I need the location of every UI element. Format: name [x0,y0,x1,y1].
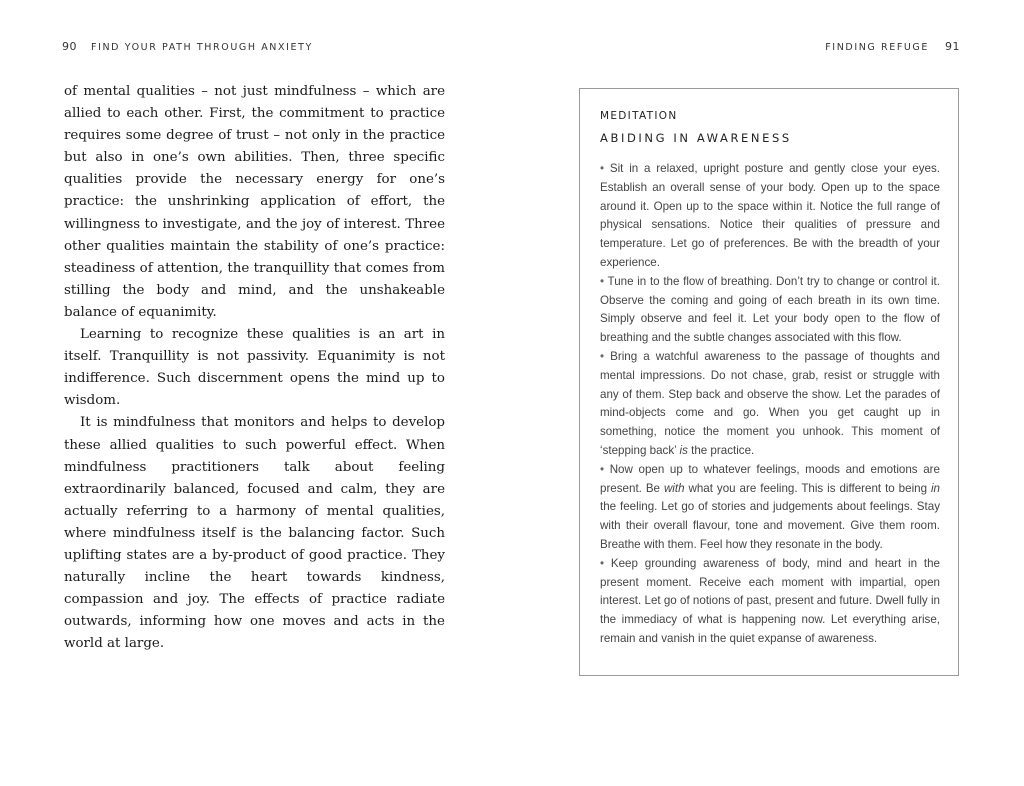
bullet-icon: • [600,462,605,476]
left-body-text [64,81,445,655]
bullet-icon: • [600,162,605,175]
box-kicker: MEDITATION [600,110,678,122]
instruction-item [600,461,940,555]
instruction-emphasis: is [679,443,688,457]
right-page-number: 91 [945,40,960,53]
body-paragraph-3: It is mindfulness that monitors and helps to develop these allied qualities to such powerful effect. When mindfulness practitioners talk about feeling extraordinarily balanced, focused and calm, they are actually referring to a harmony of mental qualities, where mindfulness itself is the balancing factor. Such uplifting states are a by-product of good practice. They naturally incline the heart towards kindness, compassion and joy. The effects of practice radiate outwards, informing how one moves and acts in the world at large. [64,415,445,652]
instruction-item [600,348,940,461]
instruction-text: Keep grounding awareness of body, mind and heart in the present moment. Receive each moment with impartial, open interest. Let go of notions of past, present and future. Dwell fully in the immediacy of what is happening now. Let everything arise, remain and vanish in the quiet expanse of awareness. [600,556,940,645]
instruction-text: what you are feeling. This is different to being [684,481,931,495]
body-paragraph-2: Learning to recognize these qualities is an art in itself. Tranquillity is not passivity. Equanimity is not indifference. Such discernment opens the mind up to wisdom. [64,327,445,409]
instruction-text: Sit in a relaxed, upright posture and gently close your eyes. Establish an overall sense of your body. Open up to the space around it. Open up to the space within it. Notice the full range of physical sensations. Notice their qualities of pressure and temperature. Let go of preferences. Be with the breadth of your experience. [600,162,940,269]
bullet-icon: • [600,349,605,363]
instruction-text: Now open up to whatever feelings, moods and emotions are present. Be [600,462,940,495]
instruction-emphasis: in [930,481,940,495]
instruction-text: Bring a watchful awareness to the passage of thoughts and mental impressions. Do not chase, grab, resist or struggle with any of them. Step back and observe the show. Let the parades of mind-objects come and go. When you get caught up in something, notice the moment you unhook. This moment of ‘stepping back’ [600,349,940,457]
instruction-item [600,273,940,348]
instruction-text: Tune in to the flow of breathing. Don’t try to change or control it. Observe the coming and going of each breath in its own time. Simply observe and feel it. Let your body open to the flow of breathing and the subtle changes associated with this flow. [600,274,940,345]
instruction-item [600,160,940,273]
bullet-icon: • [600,274,605,288]
meditation-box [579,88,959,676]
right-running-head [825,40,960,53]
left-running-head-title: FIND YOUR PATH THROUGH ANXIETY [91,42,313,53]
instruction-emphasis: with [663,481,685,495]
box-title: ABIDING IN AWARENESS [600,131,792,145]
right-running-head-title: FINDING REFUGE [825,42,929,53]
body-paragraph-1: of mental qualities – not just mindfulness – which are allied to each other. First, the commitment to practice requires some degree of trust – not only in the practice but also in one’s own abilities. Then, three specific qualities provide the necessary energy for one’s practice: the unshrinking application of effort, the willingness to investigate, and the joy of interest. Three other qualities maintain the stability of one’s practice: steadiness of attention, the tranquillity that comes from stilling the body and mind, and the unshakeable balance of equanimity. [64,84,445,320]
left-page-number: 90 [62,40,77,53]
instruction-text: the feeling. Let go of stories and judgements about feelings. Stay with their overall flavour, tone and movement. Give them room. Breathe with them. Feel how they resonate in the body. [600,500,940,551]
left-running-head [62,40,313,53]
instruction-item [600,555,940,649]
bullet-icon: • [600,556,605,570]
right-page [512,0,1024,786]
instruction-text: the practice. [687,443,755,457]
box-instructions [600,160,940,649]
